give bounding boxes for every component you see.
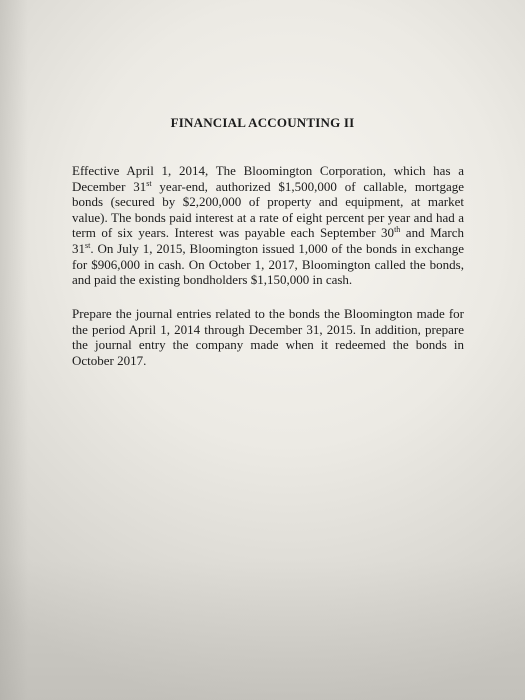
problem-text-part-2: year-end, authorized $1,500,000 of callable, mortgage bonds (secured by $2,200,000 of property and equipment, at market value). The bonds paid interest at a rate of eight percent per year and had a term of six years. Interest was payable each September 30	[72, 178, 464, 241]
document-title: FINANCIAL ACCOUNTING II	[170, 115, 355, 130]
superscript-st: st	[146, 178, 152, 188]
page-shadow-bottom	[0, 560, 525, 700]
problem-text-part-4: . On July 1, 2015, Bloomington issued 1,000 of the bonds in exchange for $906,000 in cash. On October 1, 2017, Bloomington called the bonds, and paid the existing bondholders $1,150,000 in cash.	[72, 240, 464, 288]
problem-paragraph	[72, 163, 464, 288]
superscript-th: th	[394, 225, 401, 235]
superscript-st-2: st	[85, 240, 91, 250]
problem-text-part-3: and March 31	[72, 225, 465, 256]
instructions-paragraph: Prepare the journal entries related to the bonds the Bloomington made for the period April 1, 2014 through December 31, 2015. In addition, prepare the journal entry the company made when it redeemed the bonds in October 2017.	[72, 306, 464, 368]
problem-text-part-1: Effective April 1, 2014, The Bloomington Corporation, which has a December 31	[72, 163, 464, 194]
